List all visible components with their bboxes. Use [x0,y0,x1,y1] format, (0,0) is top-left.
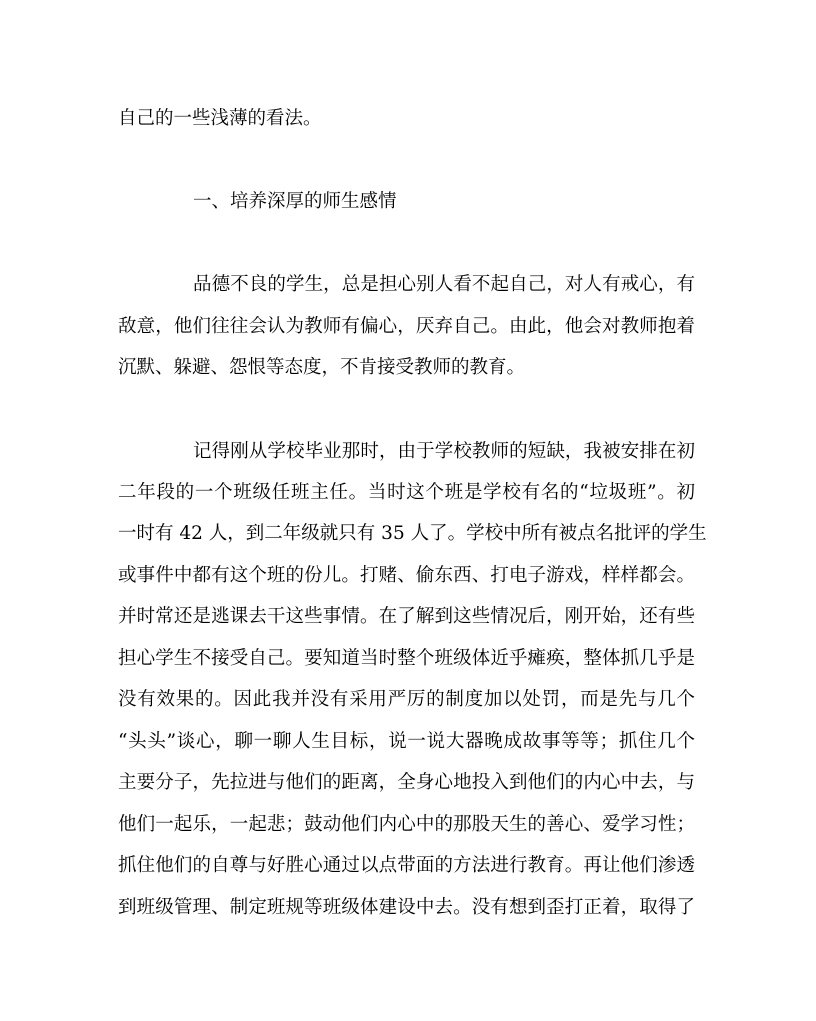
paragraph-line: 他们一起乐，一起悲；鼓动他们内心中的那股天生的善心、爱学习性； [118,814,695,835]
paragraph-line: 没有效果的。因此我并没有采用严厉的制度加以处罚，而是先与几个 [118,689,695,710]
paragraph-line: “头头”谈心，聊一聊人生目标，说一说大器晚成故事等等；抓住几个 [118,731,695,752]
paragraph-line: 记得刚从学校毕业那时，由于学校教师的短缺，我被安排在初 [193,441,695,462]
paragraph-line: 或事件中都有这个班的份儿。打赌、偷东西、打电子游戏，样样都会。 [118,565,695,586]
paragraph-line: 抓住他们的自尊与好胜心通过以点带面的方法进行教育。再让他们渗透 [118,855,695,876]
paragraph-line: 并时常还是逃课去干这些事情。在了解到这些情况后，刚开始，还有些 [118,606,695,627]
paragraph-line: 主要分子，先拉进与他们的距离，全身心地投入到他们的内心中去，与 [118,772,695,793]
paragraph-line: 担心学生不接受自己。要知道当时整个班级体近乎瘫痪，整体抓几乎是 [118,648,695,669]
paragraph-line: 品德不良的学生，总是担心别人看不起自己，对人有戒心，有 [193,274,695,295]
paragraph-line: 到班级管理、制定班规等班级体建设中去。没有想到歪打正着，取得了 [118,897,695,918]
paragraph-line: 沉默、躲避、怨恨等态度，不肯接受教师的教育。 [118,357,526,378]
paragraph-line: 二年段的一个班级任班主任。当时这个班是学校有名的“垃圾班”。初 [118,482,695,503]
paragraph-line: 一时有 42 人，到二年级就只有 35 人了。学校中所有被点名批评的学生 [118,523,707,544]
opening-line: 自己的一些浅薄的看法。 [118,108,322,129]
paragraph-line: 敌意，他们往往会认为教师有偏心，厌弃自己。由此，他会对教师抱着 [118,316,695,337]
section-heading: 一、培养深厚的师生感情 [193,191,397,212]
